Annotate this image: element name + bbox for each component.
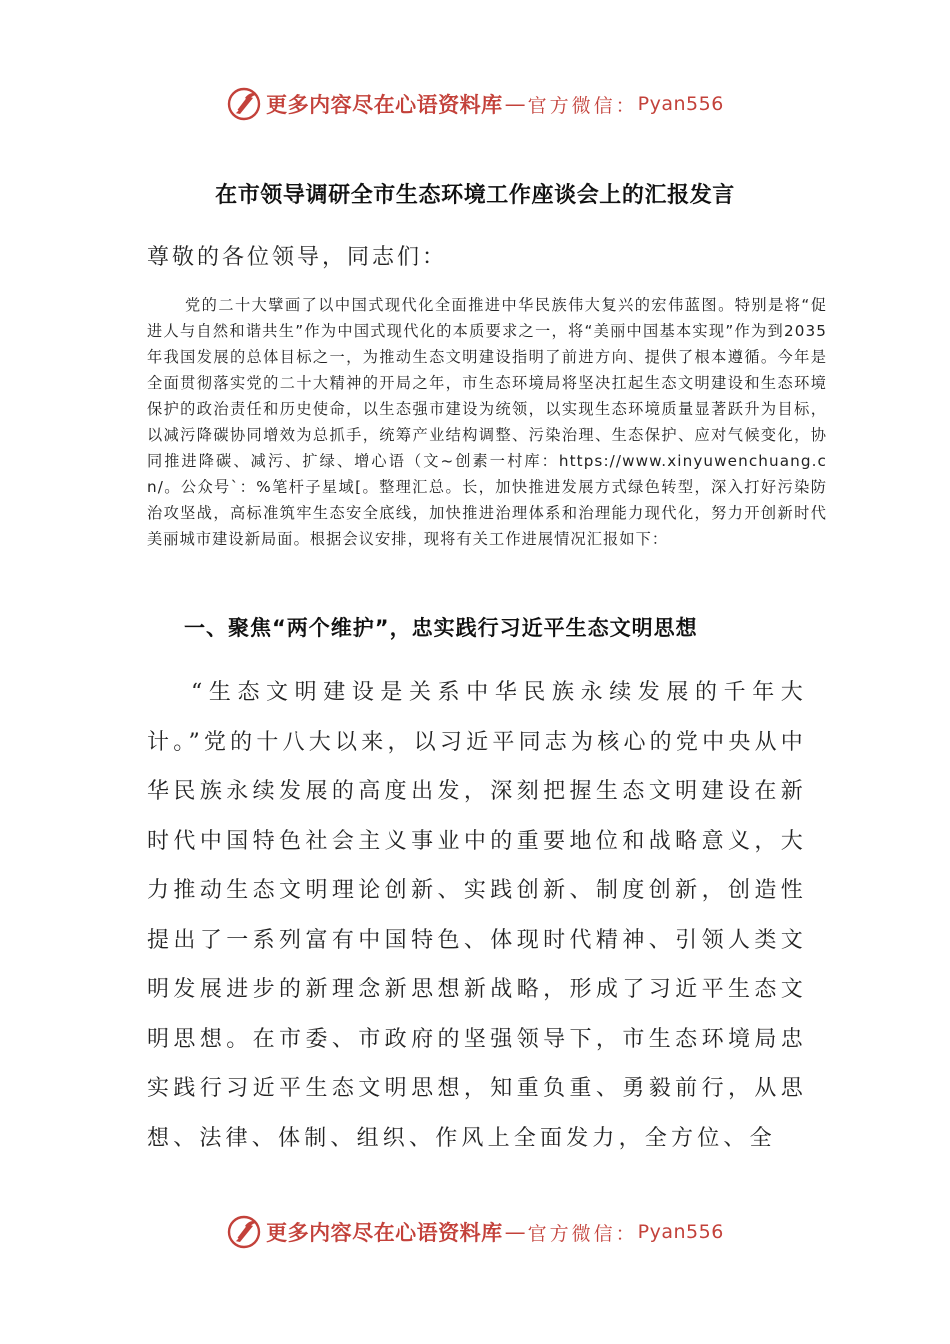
watermark-site-name: 更多内容尽在心语资料库 (266, 92, 503, 117)
watermark-banner-top (0, 84, 950, 124)
watermark-official-label: 官方微信： (527, 94, 638, 117)
watermark-official-label: 官方微信： (527, 1222, 638, 1245)
quill-logo-icon (226, 1214, 262, 1250)
document-title: 在市领导调研全市生态环境工作座谈会上的汇报发言 (215, 183, 735, 208)
watermark-site-name: 更多内容尽在心语资料库 (266, 1220, 503, 1245)
quill-logo-icon (226, 86, 262, 122)
watermark-dash: — (504, 1220, 526, 1244)
watermark-wechat-id: Pyan556 (637, 93, 724, 115)
greeting: 尊敬的各位领导，同志们： (147, 245, 448, 270)
intro-paragraph: 党的二十大擘画了以中国式现代化全面推进中华民族伟大复兴的宏伟蓝图。特别是将“促进人与自然和谐共生”作为中国式现代化的本质要求之一，将“美丽中国基本实现”作为到2035年我国发展的总体目标之一，为推动生态文明建设指明了前进方向、提供了根本遵循。今年是全面贯彻落实党的二十大精神的开局之年，市生态环境局将坚决扛起生态文明建设和生态环境保护的政治责任和历史使命，以生态强市建设为统领，以实现生态环境质量显著跃升为目标，以减污降碳协同增效为总抓手，统筹产业结构调整、污染治理、生态保护、应对气候变化，协同推进降碳、减污、扩绿、增心语（文~创素一村库：https://www.xinyuwenchuang.cn/。公众号`：%笔杆子星域[。整理汇总。长，加快推进发展方式绿色转型，深入打好污染防治攻坚战，高标准筑牢生态安全底线，加快推进治理体系和治理能力现代化，努力开创新时代美丽城市建设新局面。根据会议安排，现将有关工作进展情况汇报如下： (147, 296, 827, 548)
watermark-wechat-id: Pyan556 (637, 1221, 724, 1243)
section-paragraph: “生态文明建设是关系中华民族永续发展的千年大计。”党的十八大以来，以习近平同志为核心的党中央从中华民族永续发展的高度出发，深刻把握生态文明建设在新时代中国特色社会主义事业中的重要地位和战略意义，大力推动生态文明理论创新、实践创新、制度创新，创造性提出了一系列富有中国特色、体现时代精神、引领人类文明发展进步的新理念新思想新战略，形成了习近平生态文明思想。在市委、市政府的坚强领导下，市生态环境局忠实践行习近平生态文明思想，知重负重、勇毅前行，从思想、法律、体制、组织、作风上全面发力，全方位、全 (147, 680, 807, 1151)
watermark-banner-bottom (0, 1212, 950, 1252)
section-heading: 一、聚焦“两个维护”，忠实践行习近平生态文明思想 (184, 616, 698, 640)
watermark-dash: — (504, 92, 526, 116)
